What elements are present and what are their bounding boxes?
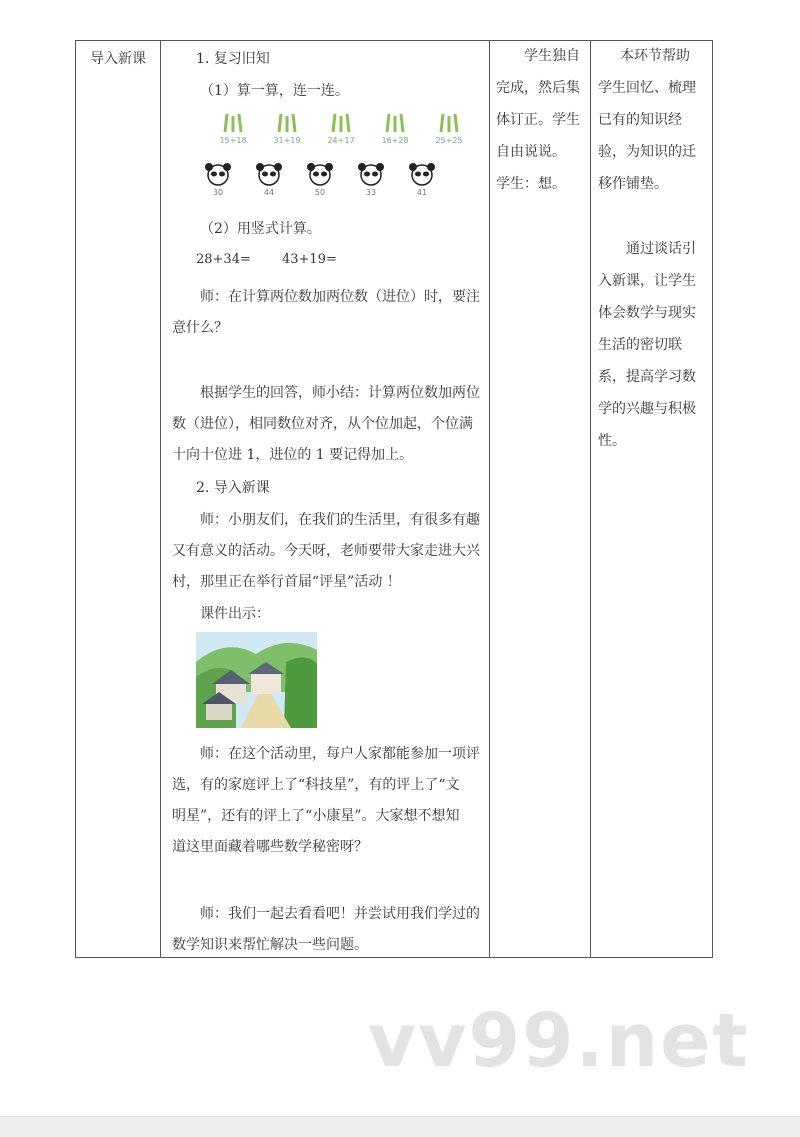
design-intent-line: 本环节帮助 [620,48,690,64]
panda-number: 30 [212,188,224,197]
closing-line: 师：我们一起去看看吧！并尝试用我们学过的 [200,906,480,922]
bamboo-card [431,112,467,145]
activity-line: 选，有的家庭评上了“科技星”，有的评上了“文 [172,777,460,793]
design-intent-line: 系，提高学习数 [598,369,696,385]
bamboo-expression: 16+28 [381,136,409,145]
design-intent-line: 移作铺垫。 [598,176,668,192]
summary-line: 根据学生的回答，师小结：计算两位数加两位 [200,385,480,401]
equation-1: 28+34= [196,252,251,267]
bamboo-expression: 15+18 [219,136,247,145]
student-activity-line: 体订正。学生 [496,112,580,128]
column-divider [590,41,591,957]
watermark: vv99.net [368,998,750,1084]
courseware-label: 课件出示： [200,606,270,622]
bamboo-expression: 31+19 [273,136,301,145]
activity-line: 师：在这个活动里，每户人家都能参加一项评 [200,746,480,762]
student-activity-line: 完成，然后集 [496,80,580,96]
design-intent-line: 入新课，让学生 [598,273,696,289]
panda-icon [354,162,388,186]
design-intent-line: 通过谈话引 [626,241,696,257]
design-intent-2 [598,233,708,457]
intro-line: 村，那里正在举行首届“评星”活动 ！ [172,574,401,590]
bamboo-expression: 25+25 [435,136,463,145]
bamboo-icon [219,112,247,134]
teacher-question-line: 意什么？ [172,320,228,336]
equation-2: 43+19= [282,252,337,267]
panda-icon [303,162,337,186]
student-activity-line: 学生：想。 [496,176,566,192]
design-intent-line: 已有的知识经 [598,112,682,128]
panda-number: 44 [263,188,275,197]
design-intent-line: 体会数学与现实 [598,305,696,321]
bamboo-icon [327,112,355,134]
bamboo-card [269,112,305,145]
panda-icon [201,162,235,186]
design-intent-line: 验，为知识的迁 [598,144,696,160]
panda-icon [405,162,439,186]
bamboo-icon [381,112,409,134]
panda-number: 33 [365,188,377,197]
bamboo-icon [435,112,463,134]
bamboo-card [215,112,251,145]
section-2-title: 2. 导入新课 [196,480,270,496]
student-activity [496,40,590,200]
bottom-bar [0,1116,800,1137]
design-intent-line: 性。 [598,433,626,449]
closing-line: 数学知识来帮忙解决一些问题。 [172,937,368,953]
section-1-title: 1. 复习旧知 [196,51,270,67]
student-activity-line: 自由说说。 [496,144,566,160]
summary-line: 十向十位进 1，进位的 1 要记得加上。 [172,447,414,463]
intro-line: 又有意义的活动。今天呀，老师要带大家走进大兴 [172,543,480,559]
bamboo-card [323,112,359,145]
summary-line: 数（进位），相同数位对齐，从个位加起，个位满 [172,416,473,432]
column-divider [160,41,161,957]
bamboo-row [215,112,485,145]
village-illustration [196,632,317,728]
column-divider [489,41,490,957]
panda-card [200,162,236,197]
panda-card [251,162,287,197]
stage-label: 导入新课 [90,51,146,67]
bamboo-expression: 24+17 [327,136,355,145]
panda-number: 50 [314,188,326,197]
design-intent-line: 生活的密切联 [598,337,682,353]
intro-line: 师：小朋友们，在我们的生活里，有很多有趣 [200,512,480,528]
bamboo-icon [273,112,301,134]
design-intent [598,40,708,200]
panda-card [302,162,338,197]
panda-card [404,162,440,197]
activity-line: 明星”，还有的评上了“小康星”。大家想不想知 [172,808,460,824]
teacher-question-line: 师：在计算两位数加两位数（进位）时，要注 [200,289,480,305]
design-intent-line: 学的兴趣与积极 [598,401,696,417]
design-intent-line: 学生回忆、梳理 [598,80,696,96]
panda-icon [252,162,286,186]
bamboo-card [377,112,413,145]
activity-line: 道这里面藏着哪些数学秘密呀？ [172,839,368,855]
panda-row [200,162,455,197]
student-activity-line: 学生独自 [524,48,580,64]
exercise-1-heading: （1）算一算，连一连。 [200,83,349,99]
panda-card [353,162,389,197]
exercise-2-heading: （2）用竖式计算。 [200,221,321,237]
panda-number: 41 [416,188,428,197]
